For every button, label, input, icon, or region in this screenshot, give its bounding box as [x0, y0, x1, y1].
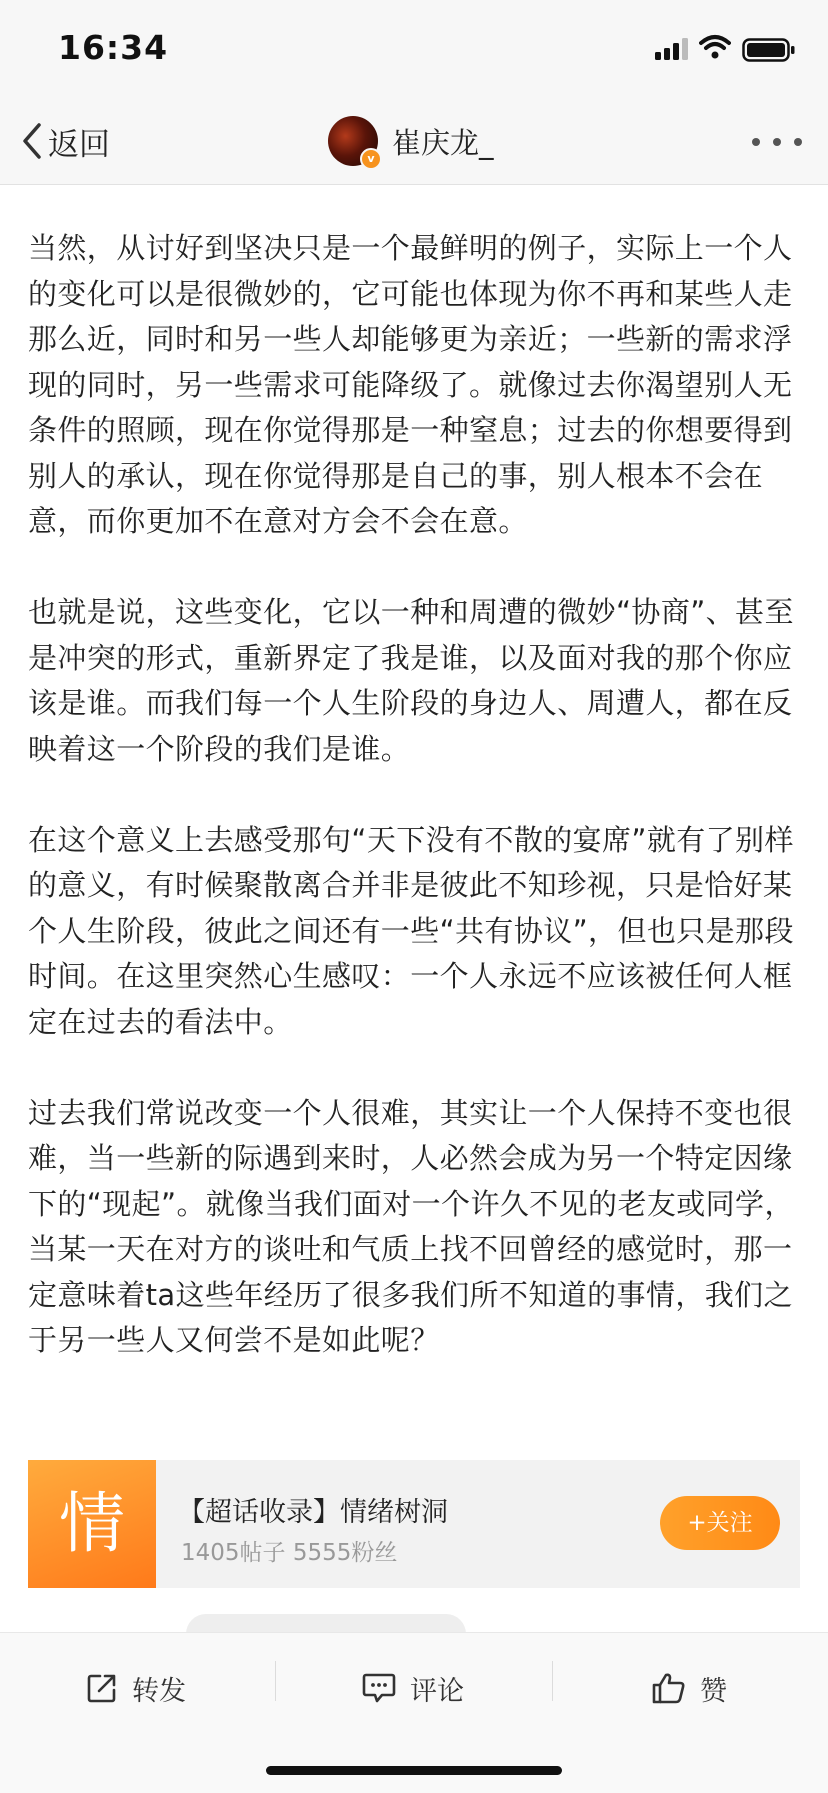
- repost-button[interactable]: [86, 1663, 186, 1713]
- topic-stats: 1405帖子 5555粉丝: [181, 1540, 398, 1566]
- like-button[interactable]: [652, 1663, 727, 1713]
- like-label: 赞: [700, 1675, 727, 1707]
- share-icon: [86, 1672, 118, 1704]
- thumbs-up-icon: [652, 1672, 686, 1704]
- status-time: 16:34: [58, 28, 169, 67]
- back-label: 返回: [48, 126, 110, 163]
- more-options-icon[interactable]: [752, 122, 802, 162]
- battery-icon: [742, 38, 796, 62]
- article-paragraph: 在这个意义上去感受那句“天下没有不散的宴席”就有了别样的意义，有时候聚散离合并非是彼此不知珍视，只是恰好某个人生阶段，彼此之间还有一些“共有协议”，但也只是那段时间。在这里突然心生感叹：一个人永远不应该被任何人框定在过去的看法中。: [28, 822, 794, 1039]
- home-indicator: [266, 1766, 562, 1775]
- cellular-signal-icon: [655, 38, 689, 60]
- article-body: [28, 226, 802, 1409]
- comment-button[interactable]: [362, 1663, 464, 1713]
- divider: [552, 1661, 553, 1701]
- topic-icon: 情: [28, 1460, 156, 1588]
- back-button[interactable]: [22, 121, 110, 161]
- chevron-left-icon: [22, 122, 42, 160]
- avatar[interactable]: [328, 116, 378, 166]
- article-paragraph: 当然，从讨好到坚决只是一个最鲜明的例子，实际上一个人的变化可以是很微妙的，它可能也体现为你不再和某些人走那么近，同时和另一些人却能够更为亲近；一些新的需求浮现的同时，另一些需求可能降级了。就像过去你渴望别人无条件的照顾，现在你觉得那是一种窒息；过去的你想要得到别人的承认，现在你觉得那是自己的事，别人根本不会在意，而你更加不在意对方会不会在意。: [28, 231, 793, 538]
- article-paragraph: 过去我们常说改变一个人很难，其实让一个人保持不变也很难，当一些新的际遇到来时，人必然会成为另一个特定因缘下的“现起”。就像当我们面对一个许久不见的老友或同学，当某一天在对方的谈吐和气质上找不回曾经的感觉时，那一定意味着ta这些年经历了很多我们所不知道的事情，我们之于另一些人又何尝不是如此呢？: [28, 1095, 794, 1357]
- author-name[interactable]: 崔庆龙_: [392, 125, 494, 160]
- topic-title[interactable]: 【超话收录】情绪树洞: [178, 1497, 448, 1528]
- comment-label: 评论: [410, 1675, 464, 1707]
- follow-button[interactable]: +关注: [660, 1496, 780, 1550]
- repost-label: 转发: [132, 1675, 186, 1707]
- verified-badge-icon: v: [360, 148, 382, 170]
- author-header[interactable]: [328, 114, 494, 168]
- article-paragraph: 也就是说，这些变化，它以一种和周遭的微妙“协商”、甚至是冲突的形式，重新界定了我是谁，以及面对我的那个你应该是谁。而我们每一个人生阶段的身边人、周遭人，都在反映着这一个阶段的我们是谁。: [28, 595, 794, 766]
- divider: [275, 1661, 276, 1701]
- wifi-icon: [699, 34, 731, 60]
- topic-card[interactable]: [28, 1460, 800, 1588]
- comment-icon: [362, 1672, 396, 1704]
- status-bar: [0, 0, 828, 100]
- nav-bar: [0, 100, 828, 185]
